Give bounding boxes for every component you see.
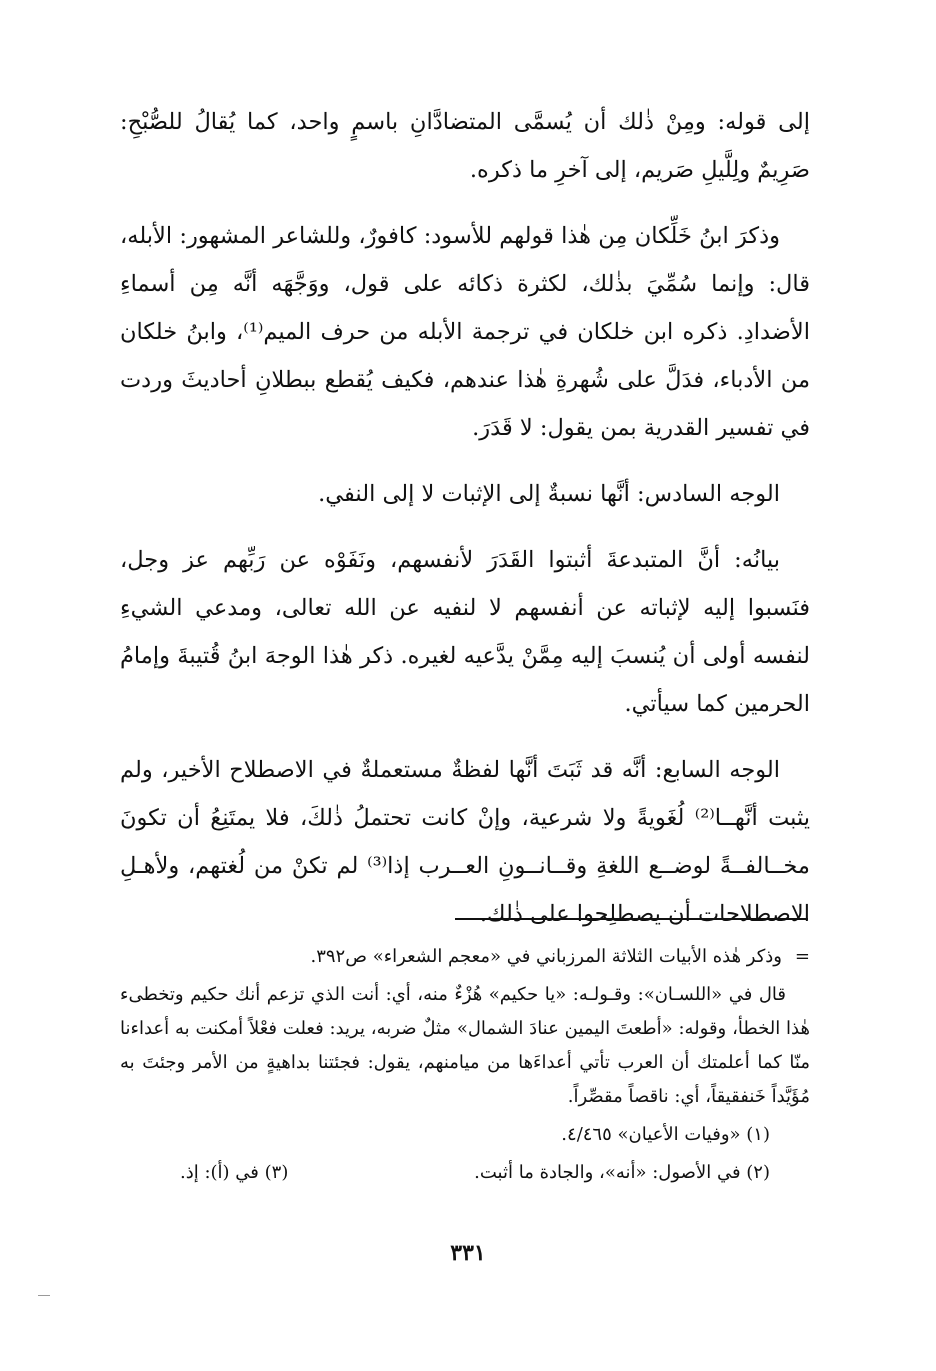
page-number: ٣٣١ — [450, 1240, 486, 1266]
body-paragraph: إلى قوله: ومِنْ ذٰلك أن يُسمَّى المتضادَّانِ باسمٍ واحد، كما يُقالُ للصُّبْحِ: صَرِيمٌ ولِلَّيلِ صَريم، إلى آخرِ ما ذكره. — [120, 109, 810, 183]
body-paragraph: وذكرَ ابنُ خَلِّكان مِن هٰذا قولهم للأسود: كافورٌ، وللشاعر المشهور: الأبله، قال: وإنما سُمِّيَ بذٰلك، لكثرة ذكائه على قول، ووَجَّهَه أنَّه مِن أسماءِ الأضدادِ. ذكره ابن خلكان في ترجمة الأبله من حرف الميم⁽¹⁾، وابنُ خلكان من الأدباء، فدَلَّ على شُهرةِ هٰذا عندهم، فكيف يُقطع ببطلانِ أحاديثَ وردت في تفسير القدرية بمن يقول: لا قَدَرَ. — [120, 223, 810, 441]
footnote-separator — [455, 918, 808, 920]
footnote-1: (١) «وفيات الأعيان» ٤/٤٦٥. — [561, 1124, 770, 1145]
footnote-continuation — [120, 940, 810, 974]
footnote-continuation-text: وذكر هٰذه الأبيات الثلاثة المرزباني في «معجم الشعراء» ص٣٩٢. — [310, 946, 782, 967]
footnote-2: (٢) في الأصول: «أنه»، والجادة ما أثبت. — [474, 1162, 770, 1183]
body-paragraph: الوجه السابع: أنَّه قد ثَبَتَ أنَّها لفظةٌ مستعملةٌ في الاصطلاح الأخير، ولم يثبت أنَّهــا⁽²⁾ لُغَويةً ولا شرعية، وإنْ كانت تحتملُ ذٰلكَ، فلا يمتَنِعُ أن تكونَ مخــالفــةً لوضــع اللغةِ وقــانــونِ العــرب إذا⁽³⁾ لم تكنْ من لُغتهم، ولأهـلِ الاصطلاحات أن يصطلِحوا على ذٰلك. — [120, 757, 810, 927]
scan-mark — [38, 1295, 50, 1296]
body-paragraph: الوجه السادس: أنَّها نسبةٌ إلى الإثبات لا إلى النفي. — [318, 481, 780, 507]
footnotes — [120, 940, 810, 1190]
footnote-3: (٣) في (أ): إذ. — [180, 1162, 289, 1183]
continuation-marker: = — [794, 946, 810, 967]
footnote-explanation: قال في «اللسـان»: وقـولـه: «يا حكيم» هُزْءٌ منه، أي: أنت الذي تزعم أنك حكيم وتخطىء هٰذا الخطأ، وقوله: «أطعتَ اليمين عنادَ الشمال» مثلٌ ضربه، يريد: فعلت فعْلاً أمكنت به أعداءنا منّا كما أعلمتك أن العرب تأتي أعداءَها من ميامنهم، يقول: فجئتنا بداهيةٍ من الأمر وجئتَ به مُؤَيَّداً خَنفقيقاً، أي: ناقصاً مقصِّراً. — [120, 984, 810, 1107]
body-paragraph: بيانُه: أنَّ المتبدعةَ أثبتوا القَدَرَ لأنفسهم، ونَفَوْه عن رَبِّهم عز وجل، فنَسبوا إليه لإثباته عن أنفسهم لا لنفيه عن الله تعالى، ومدعي الشيءِ لنفسه أولى أن يُنسبَ إليه مِمَّنْ يدَّعيه لغيره. ذكر هٰذا الوجهَ ابنُ قُتيبةَ وإمامُ الحرمين كما سيأتي. — [120, 547, 810, 717]
footnote-row — [120, 1156, 810, 1190]
main-text — [120, 98, 810, 956]
